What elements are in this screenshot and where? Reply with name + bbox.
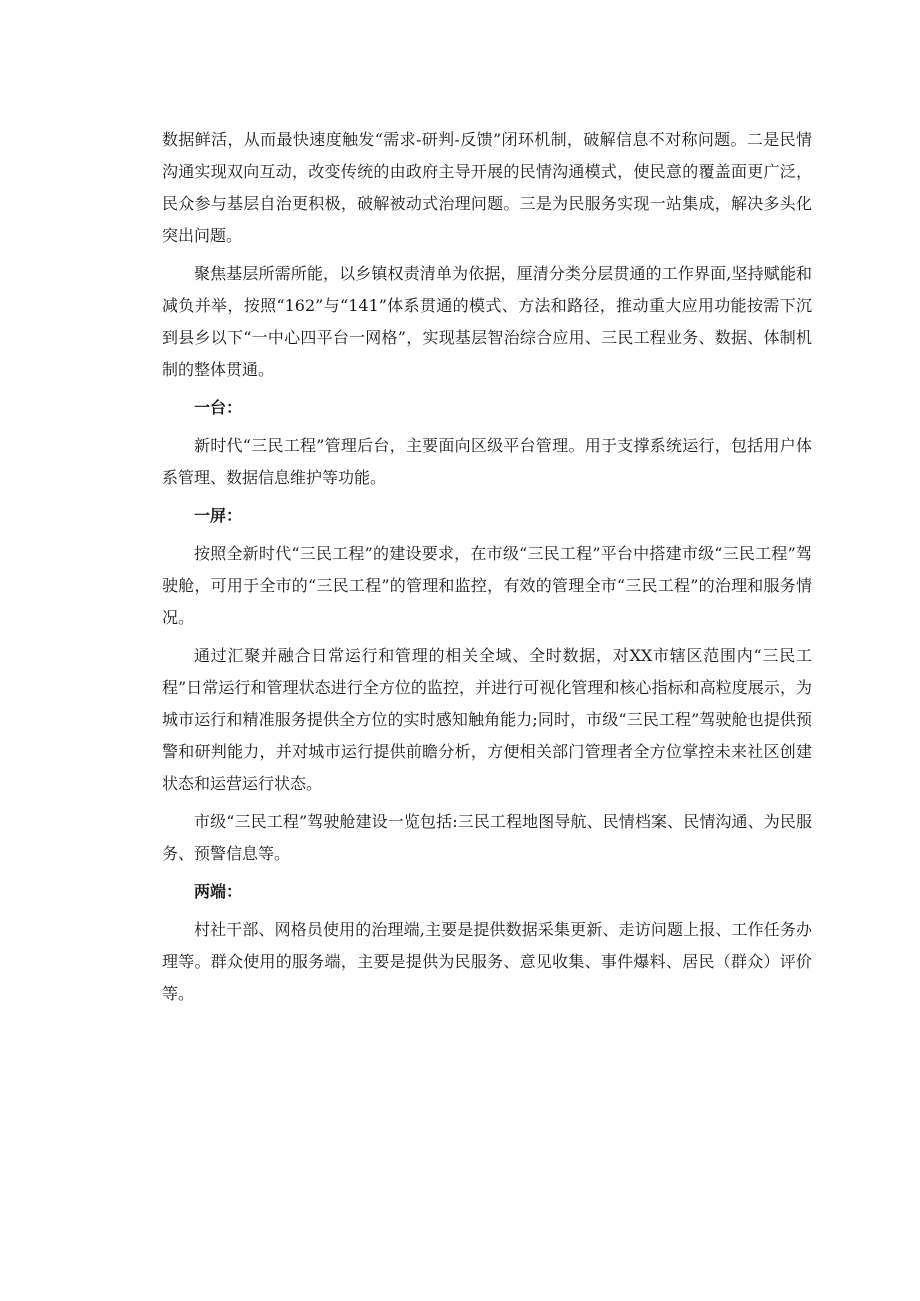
paragraph-continuation: 数据鲜活，从而最快速度触发“需求-研判-反馈”闭环机制，破解信息不对称问题。二是民情沟通实现双向互动，改变传统的由政府主导开展的民情沟通模式，使民意的覆盖面更广泛，民众参与基层自治更积极，破解被动式治理问题。三是为民服务实现一站集成，解决多头化突出问题。 (162, 130, 812, 245)
heading-one-platform: 一台： (194, 398, 243, 417)
heading-one-screen: 一屏： (194, 506, 243, 525)
paragraph-one-screen: 按照全新时代“三民工程”的建设要求，在市级“三民工程”平台中搭建市级“三民工程”驾驶舱，可用于全市的“三民工程”的管理和监控，有效的管理全市“三民工程”的治理和服务情况。 (162, 544, 812, 627)
paragraph-grassroots-integration: 聚焦基层所需所能，以乡镇权责清单为依据，厘清分类分层贯通的工作界面,坚持赋能和减负并举，按照“162”与“141”体系贯通的模式、方法和路径，推动重大应用功能按需下沉到县乡以下“一中心四平台一网格”，实现基层智治综合应用、三民工程业务、数据、体制机制的整体贯通。 (162, 264, 812, 379)
paragraph-monitoring: 通过汇聚并融合日常运行和管理的相关全域、全时数据，对XX市辖区范围内“三民工程”日常运行和管理状态进行全方位的监控，并进行可视化管理和核心指标和高粒度展示，为城市运行和精准服务提供全方位的实时感知触角能力;同时，市级“三民工程”驾驶舱也提供预警和研判能力，并对城市运行提供前瞻分析，方便相关部门管理者全方位掌控未来社区创建状态和运营运行状态。 (162, 646, 812, 793)
paragraph-two-ends: 村社干部、网格员使用的治理端,主要是提供数据采集更新、走访问题上报、工作任务办理等。群众使用的服务端，主要是提供为民服务、意见收集、事件爆料、居民（群众）评价等。 (162, 920, 812, 1003)
paragraph-cockpit-contents: 市级“三民工程”驾驶舱建设一览包括:三民工程地图导航、民情档案、民情沟通、为民服务、预警信息等。 (162, 812, 812, 863)
paragraph-one-platform: 新时代“三民工程”管理后台，主要面向区级平台管理。用于支撑系统运行，包括用户体系管理、数据信息维护等功能。 (162, 436, 812, 487)
heading-two-ends: 两端： (194, 882, 243, 901)
document-body (162, 124, 812, 1016)
